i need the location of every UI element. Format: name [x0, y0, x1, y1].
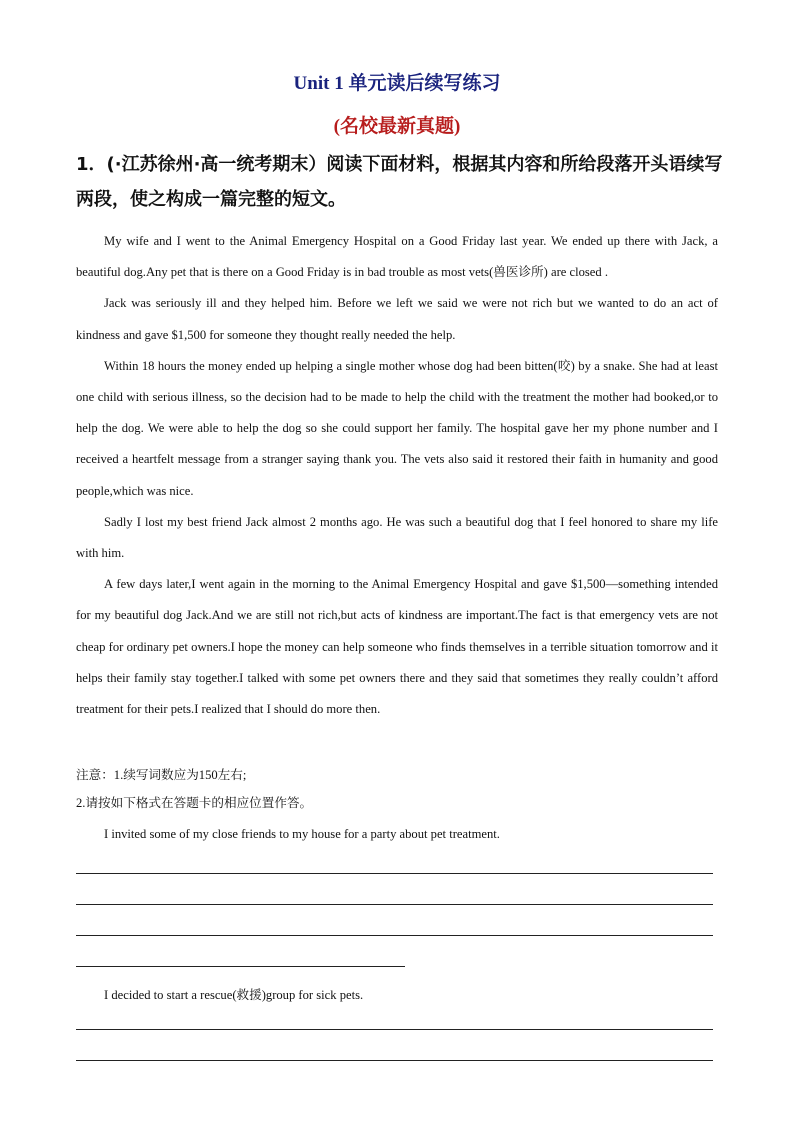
passage-paragraph-5: A few days later,I went again in the morning to the Animal Emergency Hospital and gave $1,500—something intended for my beautiful dog Jack.And we are still not rich,but acts of kindness are important.The fact is that emergency vets are not cheap for ordinary pet owners.I hope the money can help someone who finds themselves in a terrible situation tomorrow and it helps their family stay together.I talked with some pet owners there and they said that sometimes they really couldn’t afford treatment for their pets.I realized that I should do more then. — [76, 577, 718, 717]
note-format: 2.请按如下格式在答题卡的相应位置作答。 — [76, 796, 313, 810]
page-subtitle: (名校最新真题) — [333, 116, 461, 137]
answer-line[interactable] — [76, 935, 713, 936]
answer-line[interactable] — [76, 904, 713, 905]
answer-line[interactable] — [76, 1060, 713, 1061]
answer-line[interactable] — [76, 873, 713, 874]
question-prompt: 1．(·江苏徐州·高一统考期末）阅读下面材料，根据其内容和所给段落开头语续写两段，使之构成一篇完整的短文。 — [76, 154, 723, 210]
passage-paragraph-1: My wife and I went to the Animal Emergency Hospital on a Good Friday last year. We ended up there with Jack, a beautiful dog.Any pet that is there on a Good Friday is in bad trouble as most vets(兽医诊所) are closed . — [76, 234, 718, 280]
answer-line[interactable] — [76, 1029, 713, 1030]
reading-passage — [76, 226, 718, 725]
paragraph-starter-1: I invited some of my close friends to my house for a party about pet treatment. — [104, 827, 500, 841]
passage-paragraph-4: Sadly I lost my best friend Jack almost 2 months ago. He was such a beautiful dog that I feel honored to share my life with him. — [76, 514, 718, 561]
page-title: Unit 1 单元读后续写练习 — [293, 73, 501, 94]
paragraph-starter-2: I decided to start a rescue(救援)group for sick pets. — [104, 988, 364, 1002]
passage-paragraph-2: Jack was seriously ill and they helped him. Before we left we said we were not rich but we wanted to do an act of kindness and gave $1,500 for someone they thought really needed the help. — [76, 296, 718, 342]
instructions — [76, 761, 718, 817]
answer-line-short[interactable] — [76, 966, 405, 967]
note-word-count: 注意：1.续写词数应为150左右; — [76, 768, 247, 782]
passage-paragraph-3: Within 18 hours the money ended up helping a single mother whose dog had been bitten(咬) by a snake. She had at least one child with serious illness, so the decision had to be made to help the child with the treatment the mother had booked,or to help the dog. We were able to help the dog so she could support her family. The hospital gave her my phone number and I received a heartfelt message from a stranger saying thank you. The vets also said it restored their faith in humanity and good people,which was nice. — [76, 358, 718, 498]
